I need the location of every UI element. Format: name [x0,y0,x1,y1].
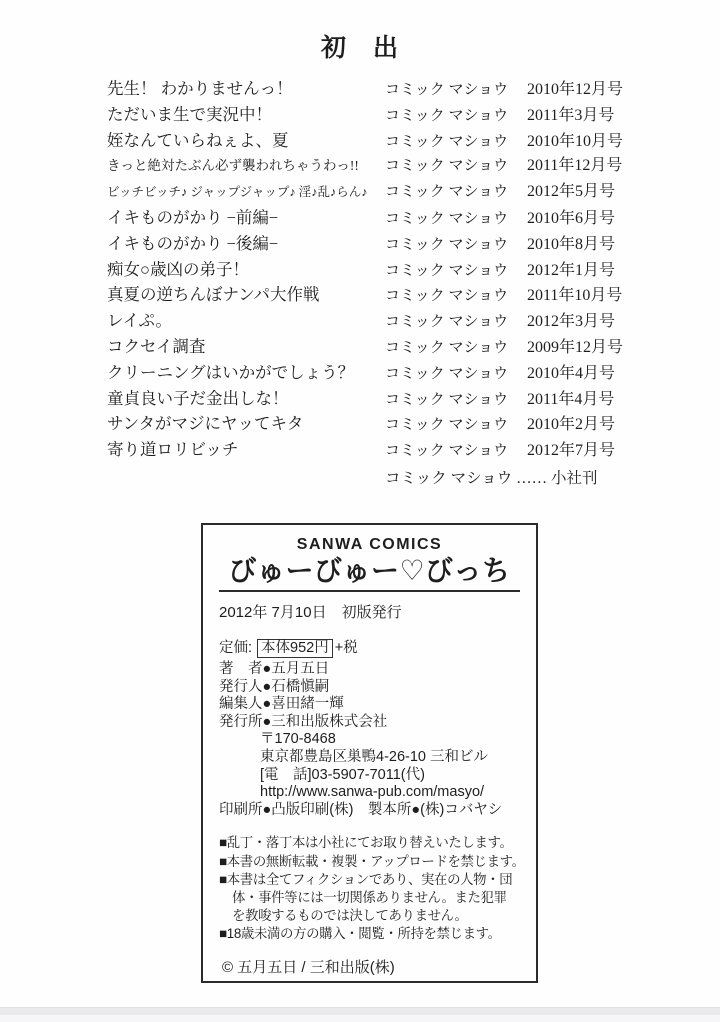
copyright-line: © 五月五日 / 三和出版(株) [222,958,395,976]
publication-row [107,127,677,153]
magazine-name: コミック マショウ [385,314,509,331]
chapter-title: レイぷ。 [107,311,172,331]
credits-block [203,661,536,819]
page-heading: 初 出 [320,35,399,62]
chapter-title: 童貞良い子だ金出しな！ [107,388,289,408]
credit-author: 著 者●五月五日 [219,661,330,677]
chapter-title: 痴女○歳凶の弟子！ [107,259,249,279]
printer-line: 印刷所●凸版印刷(株) 製本所●(株)コバヤシ [219,801,503,818]
chapter-title: ビッチビッチ♪ ジャップジャップ♪ 淫♪乱♪らん♪ [107,185,368,200]
first-publication-list [107,75,677,462]
price-line [219,636,536,658]
price-label: 定価: [219,640,253,656]
address-postal-code: 〒170-8468 [260,731,336,748]
magazine-name: コミック マショウ [385,391,509,408]
chapter-title: 姪なんていらねぇよ、夏 [107,130,289,150]
chapter-title: きっと絶対たぶん必ず襲われちゃうわっ!! [107,158,359,174]
imprint-label: SANWA COMICS [296,536,443,553]
notice-line: ■本書の無断転載・複製・アップロードを禁じます。 [219,853,525,869]
magazine-name: コミック マショウ [385,184,509,201]
issue-date: 2011年4月号 [527,390,615,408]
publication-date: 2012年 7月10日 初版発行 [219,604,402,621]
chapter-title: コクセイ調査 [107,336,206,356]
magazine-name: コミック マショウ [385,133,509,150]
price-box: 本体952円 [257,639,333,658]
chapter-title: クリーニングはいかがでしょう？ [107,362,355,382]
publication-row [107,256,677,282]
publication-row [107,204,677,230]
notice-line: を教唆するものでは決してありません。 [232,908,468,924]
chapter-title: 寄り道ロリビッチ [107,440,239,460]
title-underline [219,590,520,592]
issue-date: 2010年2月号 [527,416,616,434]
magazine-name: コミック マショウ [385,262,509,279]
publication-row [107,307,677,333]
book-title: びゅーびゅー♡びっち [228,555,511,586]
magazine-name: コミック マショウ [385,107,509,124]
magazine-name: コミック マショウ [385,339,509,356]
issue-date: 2010年4月号 [527,364,616,382]
magazine-name: コミック マショウ [385,443,509,460]
publication-row [107,101,677,127]
issue-date: 2011年12月号 [527,157,623,175]
issue-date: 2011年3月号 [527,106,615,124]
list-footnote: コミック マショウ …… 小社刊 [385,470,598,487]
chapter-title: イキものがかり −前編− [107,207,279,227]
chapter-title: 先生！ わかりませんっ！ [107,79,293,98]
colophon-box [201,523,538,983]
issue-date: 2010年10月号 [527,132,624,150]
issue-date: 2010年6月号 [527,209,616,227]
publication-row [107,359,677,385]
notice-line: ■18歳未満の方の購入・閲覧・所持を禁じます。 [219,926,501,942]
magazine-name: コミック マショウ [385,210,509,227]
chapter-title: ただいま生で実況中！ [107,104,272,124]
address-url: http://www.sanwa-pub.com/masyo/ [260,784,485,801]
magazine-name: コミック マショウ [385,236,509,253]
chapter-title: サンタがマジにヤッてキタ [107,414,304,434]
chapter-title: 真夏の逆ちんぼナンパ大作戦 [107,285,320,305]
credit-publisher-company: 発行所●三和出版株式会社 [219,713,388,730]
publication-row [107,152,677,178]
issue-date: 2010年12月号 [527,81,624,98]
issue-date: 2009年12月号 [527,338,624,356]
notice-line: ■本書は全てフィクションであり、実在の人物・団 [219,871,513,887]
credit-editor: 編集人●喜田緒一輝 [219,696,344,713]
publication-row [107,410,677,436]
publication-row [107,436,677,462]
credit-publisher-person: 発行人●石橋愼嗣 [219,678,330,695]
issue-date: 2012年3月号 [527,313,616,331]
publication-row [107,75,677,101]
magazine-name: コミック マショウ [385,82,509,98]
publication-row [107,333,677,359]
address-street: 東京都豊島区巣鴨4-26-10 三和ビル [260,748,489,765]
magazine-name: コミック マショウ [385,288,509,305]
issue-date: 2012年7月号 [527,442,616,460]
publication-row [107,230,677,256]
price-suffix: +税 [334,640,358,656]
chapter-title: イキものがかり −後編− [107,233,279,253]
issue-date: 2012年5月号 [527,183,616,201]
issue-date: 2012年1月号 [527,261,616,279]
magazine-name: コミック マショウ [385,417,509,434]
notices-block [219,834,536,943]
publication-row [107,281,677,307]
publication-row [107,178,677,204]
issue-date: 2011年10月号 [527,287,623,305]
magazine-name: コミック マショウ [385,158,509,175]
bottom-edge-strip [0,1007,720,1015]
magazine-name: コミック マショウ [385,365,509,382]
notice-line: ■乱丁・落丁本は小社にてお取り替えいたします。 [219,835,513,851]
issue-date: 2010年8月号 [527,235,616,253]
address-phone: [電 話]03-5907-7011(代) [260,766,425,783]
notice-line: 体・事件等には一切関係ありません。また犯罪 [232,889,507,905]
publication-row [107,385,677,411]
